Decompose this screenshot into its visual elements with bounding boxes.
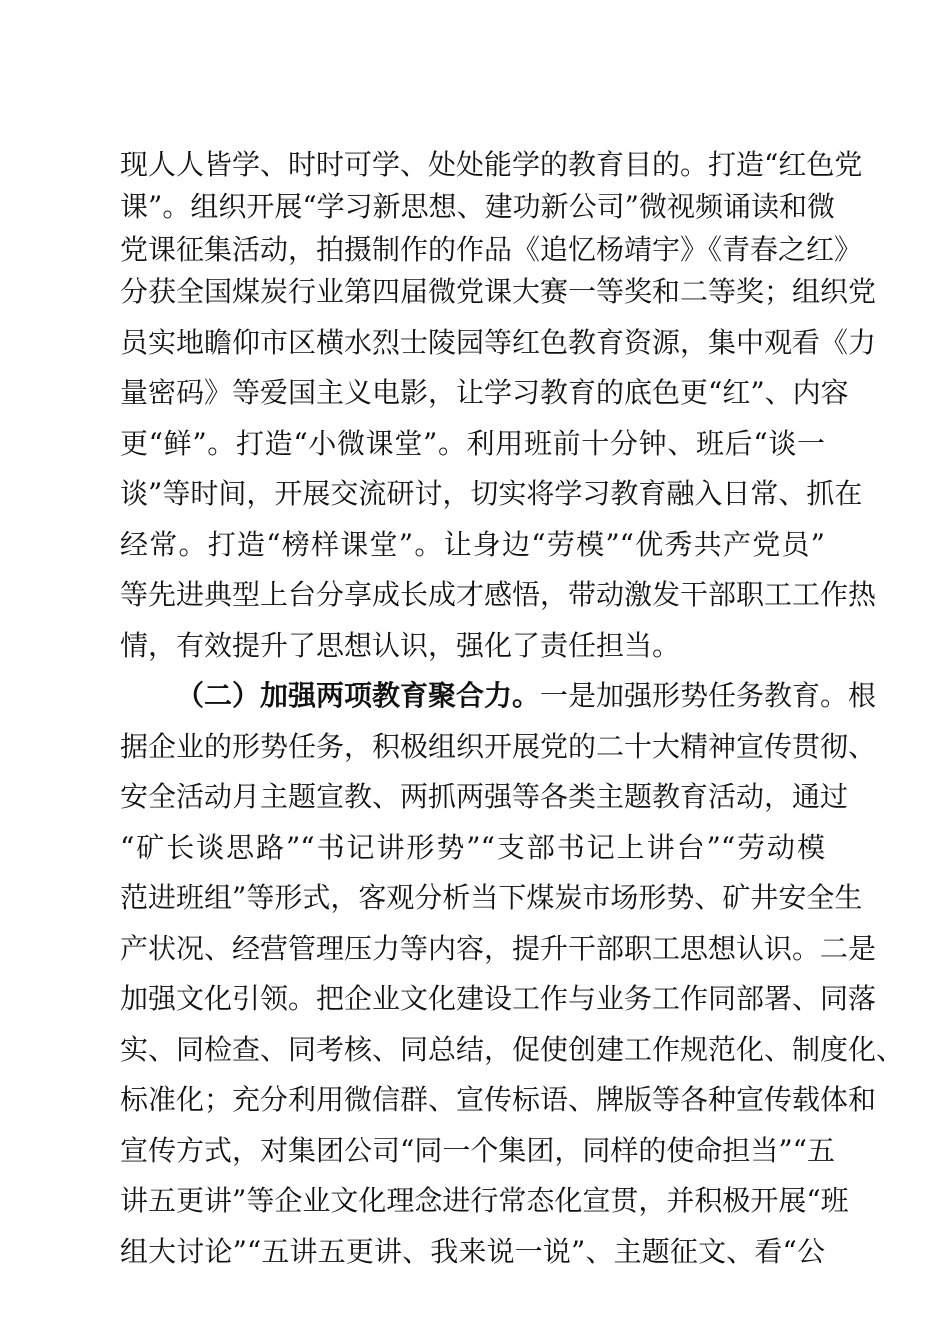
paragraph-line: “矿长谈思路”“书记讲形势”“支部书记上讲台”“劳动模 (120, 831, 825, 864)
section-heading-line (176, 676, 877, 716)
paragraph-line: 讲五更讲”等企业文化理念进行常态化宣贯，并积极开展“班 (120, 1184, 849, 1217)
paragraph-line: 实、同检查、同考核、同总结，促使创建工作规范化、制度化、 (120, 1033, 905, 1066)
paragraph-line: 情，有效提升了思想认识，强化了责任担当。 (120, 629, 681, 662)
paragraph-line: 员实地瞻仰市区横水烈士陵园等红色教育资源，集中观看《力 (120, 326, 877, 359)
section-heading: （二）加强两项教育聚合力。 (176, 679, 541, 712)
paragraph-line: 更“鲜”。打造“小微课堂”。利用班前十分钟、班后“谈一 (120, 427, 825, 460)
paragraph-line: 组大讨论”“五讲五更讲、我来说一说”、主题征文、看“公 (120, 1235, 825, 1268)
paragraph-line: 课”。组织开展“学习新思想、建功新公司”微视频诵读和微 (120, 190, 835, 223)
paragraph-line: 宣传方式，对集团公司“同一个集团，同样的使命担当”“五 (120, 1134, 835, 1167)
paragraph-line: 标准化；充分利用微信群、宣传标语、牌版等各种宣传载体和 (120, 1083, 877, 1116)
section-heading-continuation: 一是加强形势任务教育。根 (540, 679, 877, 712)
paragraph-line: 等先进典型上台分享成长成才感悟，带动激发干部职工工作热 (120, 578, 877, 611)
paragraph-line: 分获全国煤炭行业第四届微党课大赛一等奖和二等奖；组织党 (120, 275, 877, 308)
paragraph-line: 现人人皆学、时时可学、处处能学的教育目的。打造“红色党 (120, 148, 863, 181)
paragraph-line: 安全活动月主题宣教、两抓两强等各类主题教育活动，通过 (120, 780, 849, 813)
paragraph-line: 量密码》等爱国主义电影，让学习教育的底色更“红”、内容 (120, 376, 849, 409)
paragraph-line: 加强文化引领。把企业文化建设工作与业务工作同部署、同落 (120, 982, 877, 1015)
paragraph-line: 谈”等时间，开展交流研讨，切实将学习教育融入日常、抓在 (120, 477, 863, 510)
paragraph-line: 范进班组”等形式，客观分析当下煤炭市场形势、矿井安全生 (120, 881, 863, 914)
paragraph-line: 经常。打造“榜样课堂”。让身边“劳模”“优秀共产党员” (120, 528, 825, 561)
paragraph-line: 据企业的形势任务，积极组织开展党的二十大精神宣传贯彻、 (120, 730, 877, 763)
paragraph-line: 党课征集活动，拍摄制作的作品《追忆杨靖宇》《青春之红》 (120, 233, 863, 266)
paragraph-line: 产状况、经营管理压力等内容，提升干部职工思想认识。二是 (120, 932, 877, 965)
